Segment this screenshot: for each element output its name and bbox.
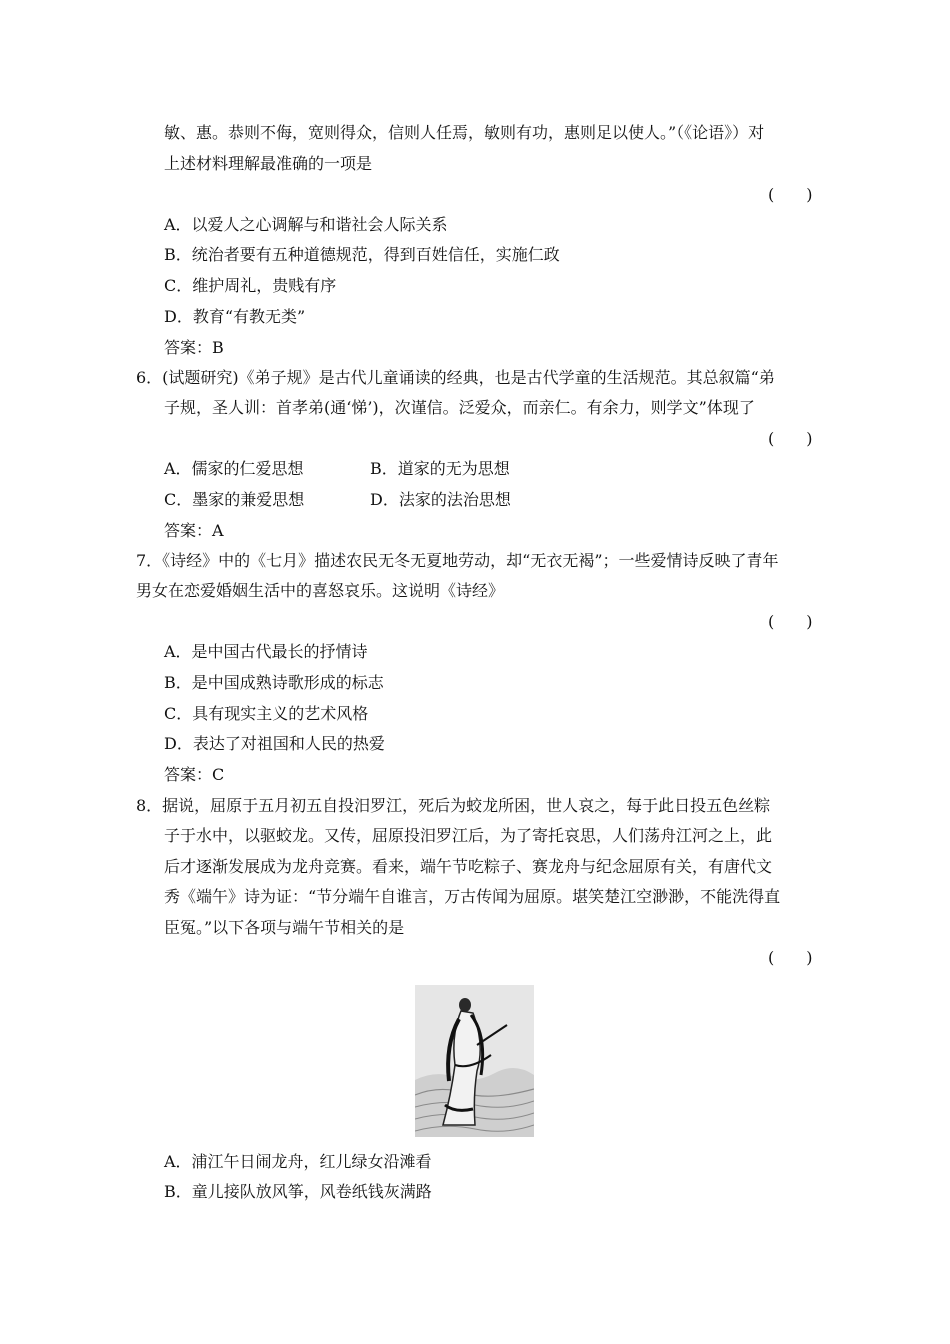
- option-a: A．浦江午日闹龙舟，红儿绿女沿滩看: [164, 1152, 432, 1171]
- option-c: C．墨家的兼爱思想: [164, 490, 305, 509]
- answer-parentheses: ( ): [768, 948, 813, 967]
- answer-parentheses: ( ): [768, 612, 813, 631]
- question-8-text-line: 8．据说，屈原于五月初五自投汨罗江，死后为蛟龙所困，世人哀之，每于此日投五色丝粽: [136, 796, 771, 815]
- question-6-text-line: 6．(试题研究)《弟子规》是古代儿童诵读的经典，也是古代学童的生活规范。其总叙篇“弟: [136, 368, 775, 387]
- option-a: A．以爱人之心调解与和谐社会人际关系: [164, 215, 448, 234]
- option-d: D．法家的法治思想: [370, 490, 511, 509]
- option-a: A．儒家的仁爱思想: [164, 459, 304, 478]
- question-7-text-line: 男女在恋爱婚姻生活中的喜怒哀乐。这说明《诗经》: [136, 581, 505, 600]
- option-b: B．统治者要有五种道德规范，得到百姓信任，实施仁政: [164, 245, 560, 264]
- option-d: D．表达了对祖国和人民的热爱: [164, 734, 385, 753]
- question-8-text-line: 子于水中，以驱蛟龙。又传，屈原投汨罗江后，为了寄托哀思，人们荡舟江河之上，此: [164, 826, 773, 845]
- question-8-text-line: 臣冤。”以下各项与端午节相关的是: [164, 918, 405, 937]
- question-5-text-line: 敏、惠。恭则不侮，宽则得众，信则人任焉，敏则有功，惠则足以使人。”（《论语》）对: [164, 123, 765, 142]
- answer-line: 答案：A: [164, 521, 224, 540]
- option-c: C．维护周礼，贵贱有序: [164, 276, 337, 295]
- option-b: B．童儿接队放风筝，风卷纸钱灰满路: [164, 1182, 432, 1201]
- option-a: A．是中国古代最长的抒情诗: [164, 642, 368, 661]
- option-b: B．道家的无为思想: [370, 459, 510, 478]
- question-5-text-line: 上述材料理解最准确的一项是: [164, 154, 373, 173]
- answer-parentheses: ( ): [768, 185, 813, 204]
- answer-line: 答案：B: [164, 338, 224, 357]
- question-8-text-line: 后才逐渐发展成为龙舟竞赛。看来，端午节吃粽子、赛龙舟与纪念屈原有关，有唐代文: [164, 857, 773, 876]
- option-d: D．教育“有教无类”: [164, 307, 306, 326]
- answer-parentheses: ( ): [768, 429, 813, 448]
- qu-yuan-illustration: [415, 985, 534, 1137]
- answer-line: 答案：C: [164, 765, 225, 784]
- question-8-text-line: 秀《端午》诗为证：“节分端午自谁言，万古传闻为屈原。堪笑楚江空渺渺，不能洗得直: [164, 887, 781, 906]
- option-b: B．是中国成熟诗歌形成的标志: [164, 673, 384, 692]
- option-c: C．具有现实主义的艺术风格: [164, 704, 369, 723]
- question-6-text-line: 子规，圣人训：首孝弟(通‘悌’)，次谨信。泛爱众，而亲仁。有余力，则学文”体现了: [164, 398, 755, 417]
- question-7-text-line: 7．《诗经》中的《七月》描述农民无冬无夏地劳动，却“无衣无褐”；一些爱情诗反映了青年: [136, 551, 779, 570]
